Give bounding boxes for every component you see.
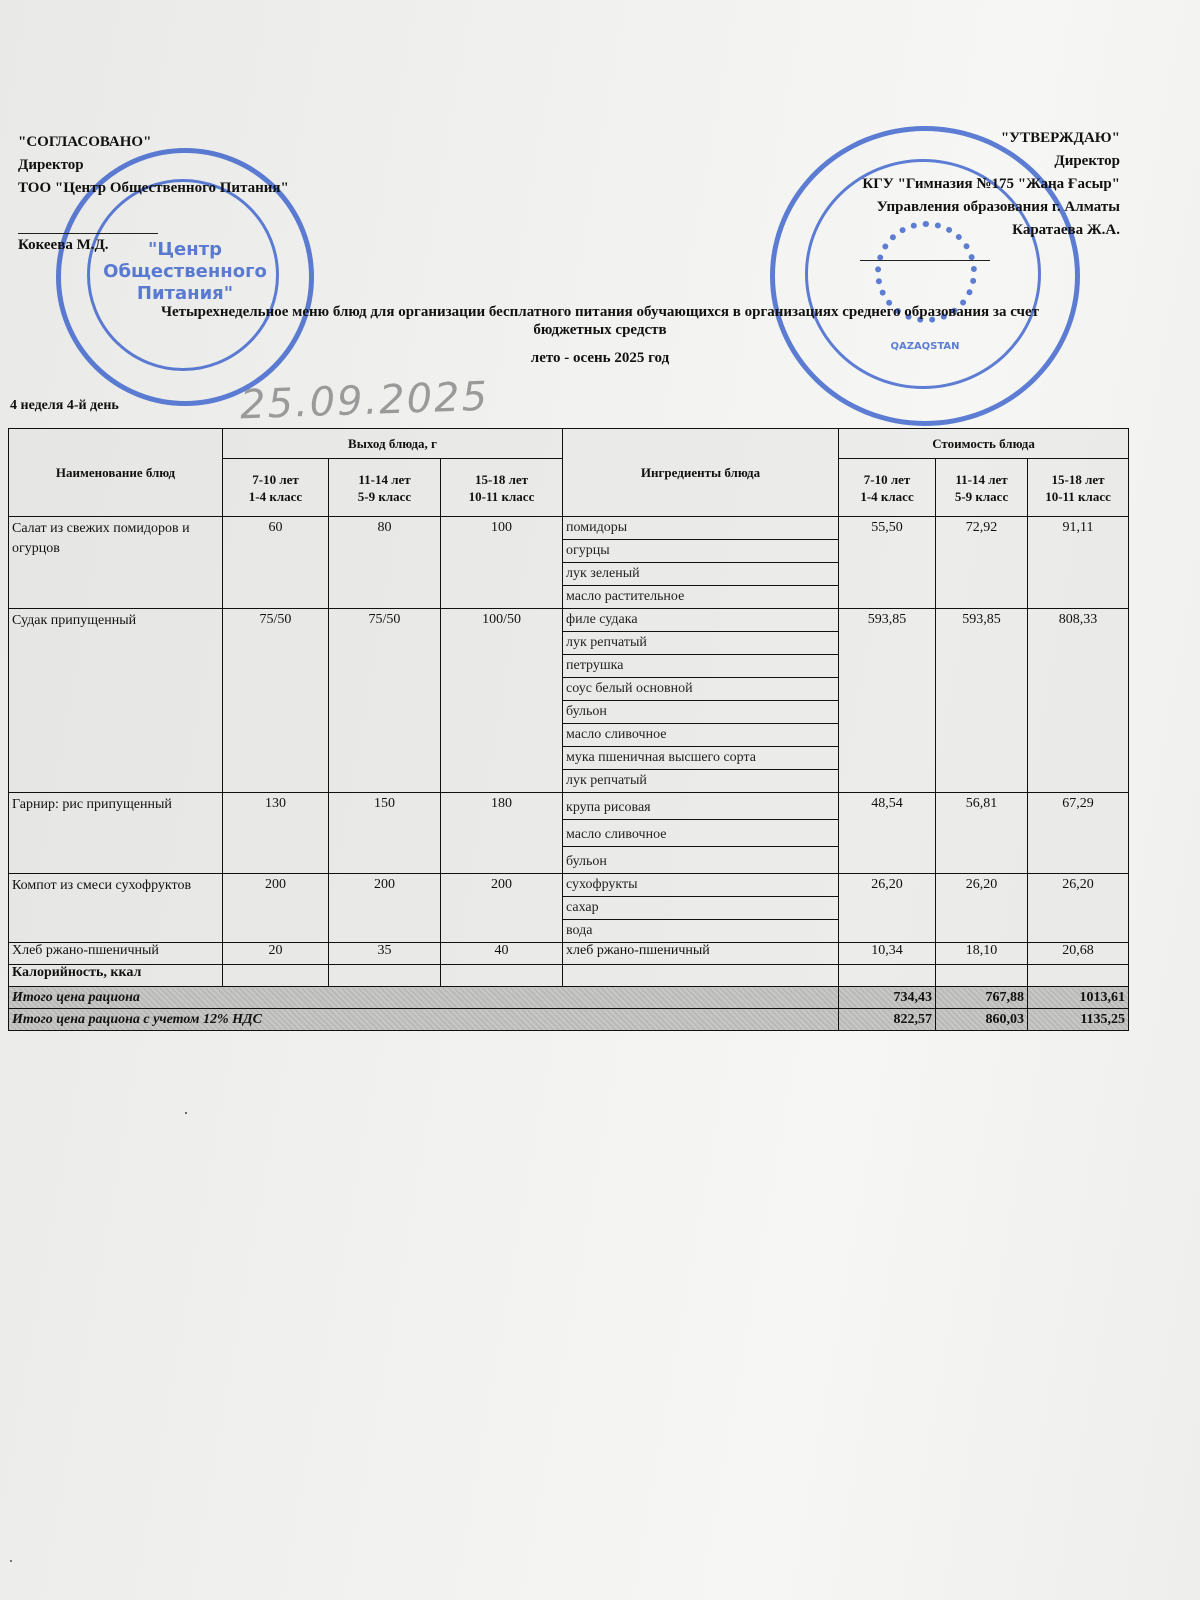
ingredient: сухофрукты — [563, 874, 838, 897]
yield-value: 35 — [329, 943, 441, 965]
ingredients-list — [563, 609, 839, 793]
total-value: 767,88 — [936, 987, 1028, 1009]
grade-label: 1-4 класс — [248, 488, 303, 504]
signature-space — [18, 201, 289, 235]
ingredient: крупа рисовая — [563, 793, 838, 820]
season-label: лето - осень 2025 год — [530, 350, 670, 366]
total-vat-value: 1135,25 — [1028, 1009, 1129, 1031]
approved-department: Управления образования г. Алматы — [876, 199, 1120, 215]
ingredient: огурцы — [563, 540, 838, 563]
yield-value: 75/50 — [223, 609, 329, 793]
total-vat-label: Итого цена рациона с учетом 12% НДС — [9, 1009, 839, 1031]
calories-value — [441, 965, 563, 987]
cost-value: 18,10 — [936, 943, 1028, 965]
grade-label: 1-4 класс — [860, 488, 914, 504]
agreed-block — [18, 132, 289, 258]
calories-value — [223, 965, 329, 987]
ingredient: хлеб ржано-пшеничный — [563, 943, 839, 965]
ingredients-list — [563, 517, 839, 609]
dish-name: Хлеб ржано-пшеничный — [9, 943, 223, 965]
age-label: 15-18 лет — [474, 471, 529, 487]
header-cost-age-1 — [839, 459, 936, 517]
ingredient: бульон — [566, 854, 607, 869]
yield-value: 150 — [329, 793, 441, 874]
header-yield-age-1 — [223, 459, 329, 517]
grade-label: 5-9 класс — [954, 488, 1009, 504]
menu-table — [8, 428, 1129, 1031]
ingredient: лук зеленый — [563, 563, 838, 586]
signature-line-left — [18, 233, 158, 234]
cost-value: 26,20 — [839, 874, 936, 943]
ingredient: масло растительное — [566, 589, 685, 604]
approved-position: Директор — [1054, 153, 1120, 169]
total-value: 1013,61 — [1028, 987, 1129, 1009]
ingredient: масло сливочное — [563, 724, 838, 747]
age-label: 7-10 лет — [252, 471, 299, 487]
calories-value — [329, 965, 441, 987]
document-title: Четырехнедельное меню блюд для организации бесплатного питания обучающихся в организациях среднего образования за счет — [160, 304, 1040, 320]
ingredient: соус белый основной — [563, 678, 838, 701]
cost-value: 67,29 — [1028, 793, 1129, 874]
cost-value: 26,20 — [1028, 874, 1129, 943]
approved-signatory: Каратаева Ж.А. — [1012, 222, 1120, 238]
ingredient: сахар — [563, 897, 838, 920]
approved-block — [862, 128, 1120, 243]
age-label: 15-18 лет — [1051, 471, 1105, 487]
dish-name: Судак припущенный — [9, 609, 223, 793]
ingredient: петрушка — [563, 655, 838, 678]
header-cost-age-2 — [936, 459, 1028, 517]
cost-value: 20,68 — [1028, 943, 1129, 965]
header-cost-age-3 — [1028, 459, 1129, 517]
total-value: 734,43 — [839, 987, 936, 1009]
yield-value: 200 — [441, 874, 563, 943]
cost-value: 26,20 — [936, 874, 1028, 943]
stamp-emblem-label: QAZAQSTAN — [890, 341, 960, 352]
cost-value: 808,33 — [1028, 609, 1129, 793]
header-ingredients: Ингредиенты блюда — [563, 429, 839, 517]
cost-value: 48,54 — [839, 793, 936, 874]
table-row — [9, 943, 1129, 965]
agreed-organization: ТОО "Центр Общественного Питания" — [18, 180, 289, 196]
header-yield-age-2 — [329, 459, 441, 517]
handwritten-date: 25.09.2025 — [239, 373, 490, 429]
table-row — [9, 793, 1129, 874]
paper-speck — [185, 1112, 187, 1114]
ingredient: помидоры — [563, 517, 838, 540]
ingredient: лук репчатый — [566, 773, 647, 788]
cost-value: 55,50 — [839, 517, 936, 609]
total-label: Итого цена рациона — [9, 987, 839, 1009]
header-cost: Стоимость блюда — [839, 429, 1129, 459]
ingredient: мука пшеничная высшего сорта — [563, 747, 838, 770]
cost-value: 593,85 — [839, 609, 936, 793]
dish-name: Компот из смеси сухофруктов — [9, 874, 223, 943]
grade-label: 5-9 класс — [357, 488, 412, 504]
total-vat-value: 822,57 — [839, 1009, 936, 1031]
calories-value — [936, 965, 1028, 987]
yield-value: 20 — [223, 943, 329, 965]
approved-label: "УТВЕРЖДАЮ" — [1000, 130, 1120, 146]
header-yield: Выход блюда, г — [223, 429, 563, 459]
dish-name: Салат из свежих помидоров и огурцов — [9, 517, 223, 609]
total-vat-row — [9, 1009, 1129, 1031]
cost-value: 91,11 — [1028, 517, 1129, 609]
table-row — [9, 874, 1129, 943]
calories-empty — [563, 965, 839, 987]
ingredient: бульон — [563, 701, 838, 724]
calories-row — [9, 965, 1129, 987]
cost-value: 10,34 — [839, 943, 936, 965]
signature-line-right — [860, 260, 990, 261]
grade-label: 10-11 класс — [468, 488, 535, 504]
stamp-line: "Центр — [147, 239, 223, 260]
yield-value: 100/50 — [441, 609, 563, 793]
cost-value: 56,81 — [936, 793, 1028, 874]
age-label: 7-10 лет — [863, 471, 911, 487]
header-dish-name: Наименование блюд — [9, 429, 223, 517]
cost-value: 72,92 — [936, 517, 1028, 609]
yield-value: 130 — [223, 793, 329, 874]
age-label: 11-14 лет — [955, 471, 1008, 487]
total-vat-value: 860,03 — [936, 1009, 1028, 1031]
total-row — [9, 987, 1129, 1009]
table-row — [9, 609, 1129, 793]
grade-label: 10-11 класс — [1045, 488, 1111, 504]
dish-name: Гарнир: рис припущенный — [9, 793, 223, 874]
ingredient: масло сливочное — [563, 820, 838, 847]
week-day-label: 4 неделя 4-й день — [10, 398, 119, 413]
stamp-line: Питания" — [136, 283, 234, 304]
yield-value: 200 — [329, 874, 441, 943]
ingredients-list — [563, 874, 839, 943]
calories-label: Калорийность, ккал — [9, 965, 223, 987]
agreed-position: Директор — [18, 157, 84, 173]
yield-value: 60 — [223, 517, 329, 609]
document-subtitle: бюджетных средств — [533, 322, 667, 338]
ingredient: лук репчатый — [563, 632, 838, 655]
header-yield-age-3 — [441, 459, 563, 517]
yield-value: 80 — [329, 517, 441, 609]
stamp-line: Общественного — [103, 261, 267, 282]
ingredients-list — [563, 793, 839, 874]
yield-value: 40 — [441, 943, 563, 965]
age-label: 11-14 лет — [358, 471, 411, 487]
agreed-label: "СОГЛАСОВАНО" — [18, 134, 152, 150]
ingredient: вода — [566, 923, 593, 938]
ingredient: филе судака — [563, 609, 838, 632]
yield-value: 75/50 — [329, 609, 441, 793]
agreed-signatory: Кокеева М.Д. — [18, 237, 109, 253]
table-row — [9, 517, 1129, 609]
cost-value: 593,85 — [936, 609, 1028, 793]
paper-speck — [10, 1560, 12, 1562]
calories-value — [1028, 965, 1129, 987]
yield-value: 100 — [441, 517, 563, 609]
yield-value: 200 — [223, 874, 329, 943]
calories-value — [839, 965, 936, 987]
approved-organization: КГУ "Гимназия №175 "Жаңа Ғасыр" — [862, 176, 1120, 192]
yield-value: 180 — [441, 793, 563, 874]
